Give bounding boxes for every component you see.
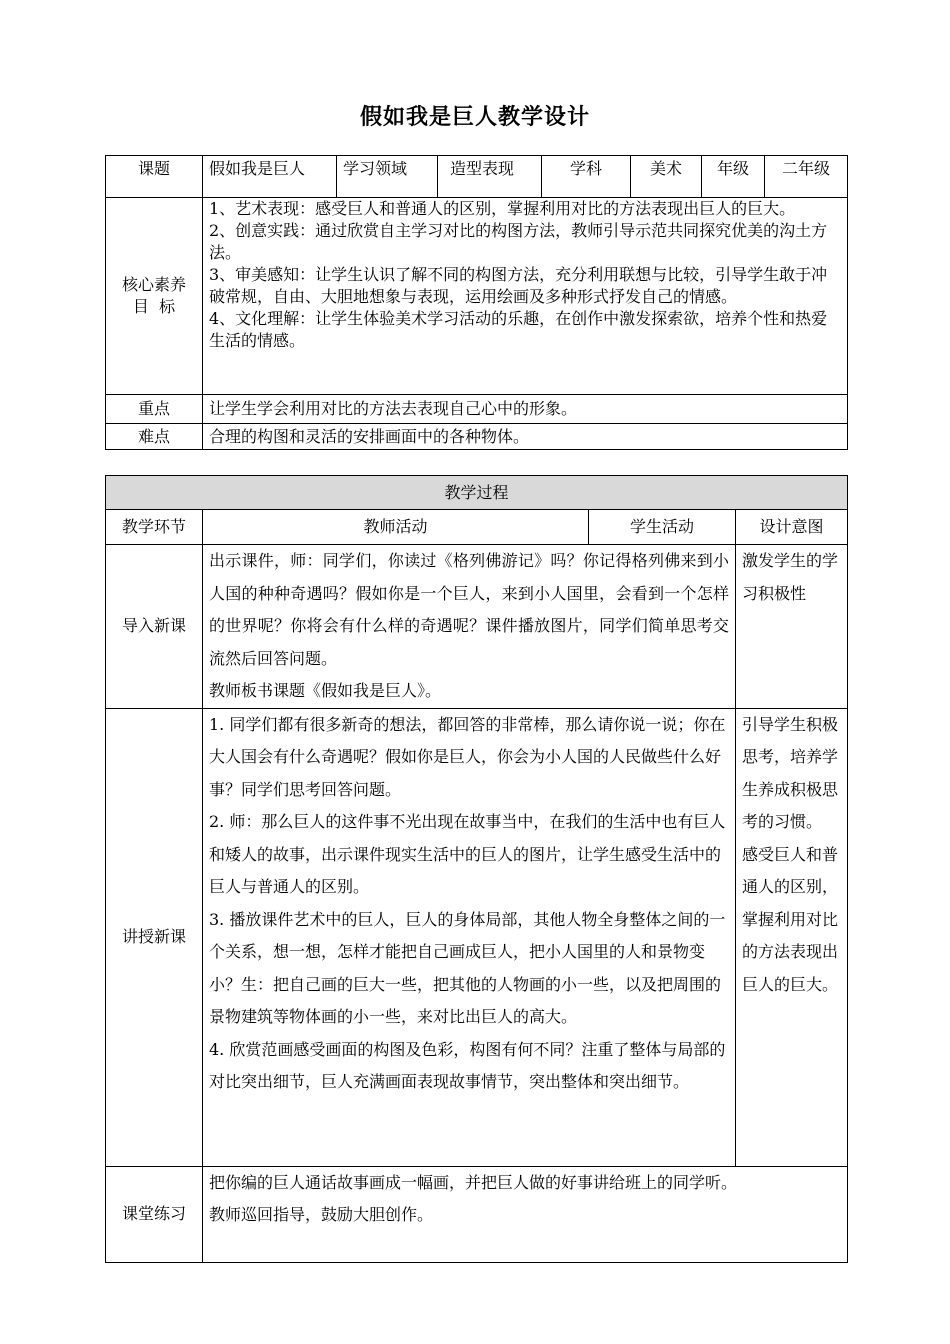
practice-row <box>106 1166 848 1262</box>
practice-line-2: 教师巡回指导，鼓励大胆创作。 <box>209 1205 434 1224</box>
course-label: 课题 <box>106 156 203 198</box>
teaching-step: 3. 播放课件艺术中的巨人，巨人的身体局部，其他人物全身整体之间的一个关系，想一想，怎样才能把自己画成巨人，把小人国里的人和景物变小？生：把自己画的巨大一些，把其他的人物画的小一些，以及把周围的景物建筑等物体画的小一些，来对比出巨人的高大。 <box>209 909 726 1026</box>
intro-teacher-activity <box>203 545 736 709</box>
process-banner-row <box>106 476 848 510</box>
process-table <box>105 475 848 1263</box>
difficulty-value: 合理的构图和灵活的安排画面中的各种物体。 <box>203 424 848 450</box>
intro-teacher-text: 出示课件，师：同学们，你读过《格列佛游记》吗？你记得格列佛来到小人国的种种奇遇吗？假如你是一个巨人，来到小人国里，会看到一个怎样的世界呢？你将会有什么样的奇遇呢？课件播放图片，同学们简单思考交流然后回答问题。 <box>209 551 729 668</box>
subject-label: 学科 <box>542 156 631 198</box>
difficulty-row <box>106 424 848 450</box>
info-table <box>105 155 848 450</box>
column-header: 教师活动 <box>203 510 589 545</box>
core-label-line2: 目 标 <box>132 297 176 316</box>
practice-line-1: 把你编的巨人通话故事画成一幅画，并把巨人做的好事讲给班上的同学听。 <box>209 1172 738 1192</box>
column-header: 设计意图 <box>736 510 848 545</box>
course-value: 假如我是巨人 <box>203 156 337 198</box>
subject-value: 美术 <box>631 156 702 198</box>
teaching-step: 2. 师：那么巨人的这件事不光出现在故事当中，在我们的生活中也有巨人和矮人的故事，出示课件现实生活中的巨人的图片，让学生感受生活中的巨人与普通人的区别。 <box>209 812 726 896</box>
domain-value: 造型表现 <box>438 156 542 198</box>
intro-stage: 导入新课 <box>106 545 203 709</box>
core-goal-item: 4、文化理解：让学生体验美术学习活动的乐趣，在创作中激发探索欲，培养个性和热爱生活的情感。 <box>209 309 828 350</box>
teaching-row <box>106 708 848 1166</box>
teaching-step: 4. 欣赏范画感受画面的构图及色彩，构图有何不同？注重了整体与局部的对比突出细节，巨人充满画面表现故事情节，突出整体和突出细节。 <box>209 1039 726 1091</box>
core-goal-item: 3、审美感知：让学生认识了解不同的构图方法，充分利用联想与比较，引导学生敢于冲破常规，自由、大胆地想象与表现，运用绘画及多种形式抒发自己的情感。 <box>209 265 828 306</box>
core-goal-item: 1、艺术表现：感受巨人和普通人的区别，掌握利用对比的方法表现出巨人的巨大。 <box>209 199 796 218</box>
teaching-intent <box>736 708 848 1166</box>
practice-stage: 课堂练习 <box>106 1166 203 1262</box>
core-goals-row <box>106 198 848 395</box>
page-title: 假如我是巨人教学设计 <box>359 105 590 130</box>
info-header-row <box>106 156 848 198</box>
key-point-value: 让学生学会利用对比的方法去表现自己心中的形象。 <box>203 395 848 424</box>
teaching-step: 1. 同学们都有很多新奇的想法，都回答的非常棒，那么请你说一说；你在大人国会有什么奇遇呢？假如你是巨人，你会为小人国的人民做些什么好事？同学们思考回答问题。 <box>209 714 726 799</box>
domain-label: 学习领域 <box>337 156 438 198</box>
practice-content <box>203 1166 848 1262</box>
intro-intent: 激发学生的学习积极性 <box>736 545 848 709</box>
core-goals-label <box>106 198 203 395</box>
key-point-label: 重点 <box>106 395 203 424</box>
intro-teacher-text-2: 教师板书课题《假如我是巨人》。 <box>209 681 442 700</box>
core-goals-content <box>203 198 848 395</box>
core-goal-item: 2、创意实践：通过欣赏自主学习对比的构图方法，教师引导示范共同探究优美的沟土方法。 <box>209 221 828 262</box>
grade-label: 年级 <box>702 156 765 198</box>
difficulty-label: 难点 <box>106 424 203 450</box>
grade-value: 二年级 <box>765 156 848 198</box>
process-banner: 教学过程 <box>106 476 848 510</box>
key-point-row <box>106 395 848 424</box>
column-header: 学生活动 <box>589 510 736 545</box>
process-column-header-row <box>106 510 848 545</box>
teaching-teacher-activity <box>203 708 736 1166</box>
intro-row <box>106 545 848 709</box>
column-header: 教学环节 <box>106 510 203 545</box>
teaching-intent-2: 感受巨人和普通人的区别，掌握利用对比的方法表现出巨人的巨大。 <box>742 844 839 994</box>
core-label-line1: 核心素养 <box>121 275 186 294</box>
teaching-intent-1: 引导学生积极思考，培养学生养成积极思考的习惯。 <box>742 714 839 831</box>
teaching-stage: 讲授新课 <box>106 708 203 1166</box>
